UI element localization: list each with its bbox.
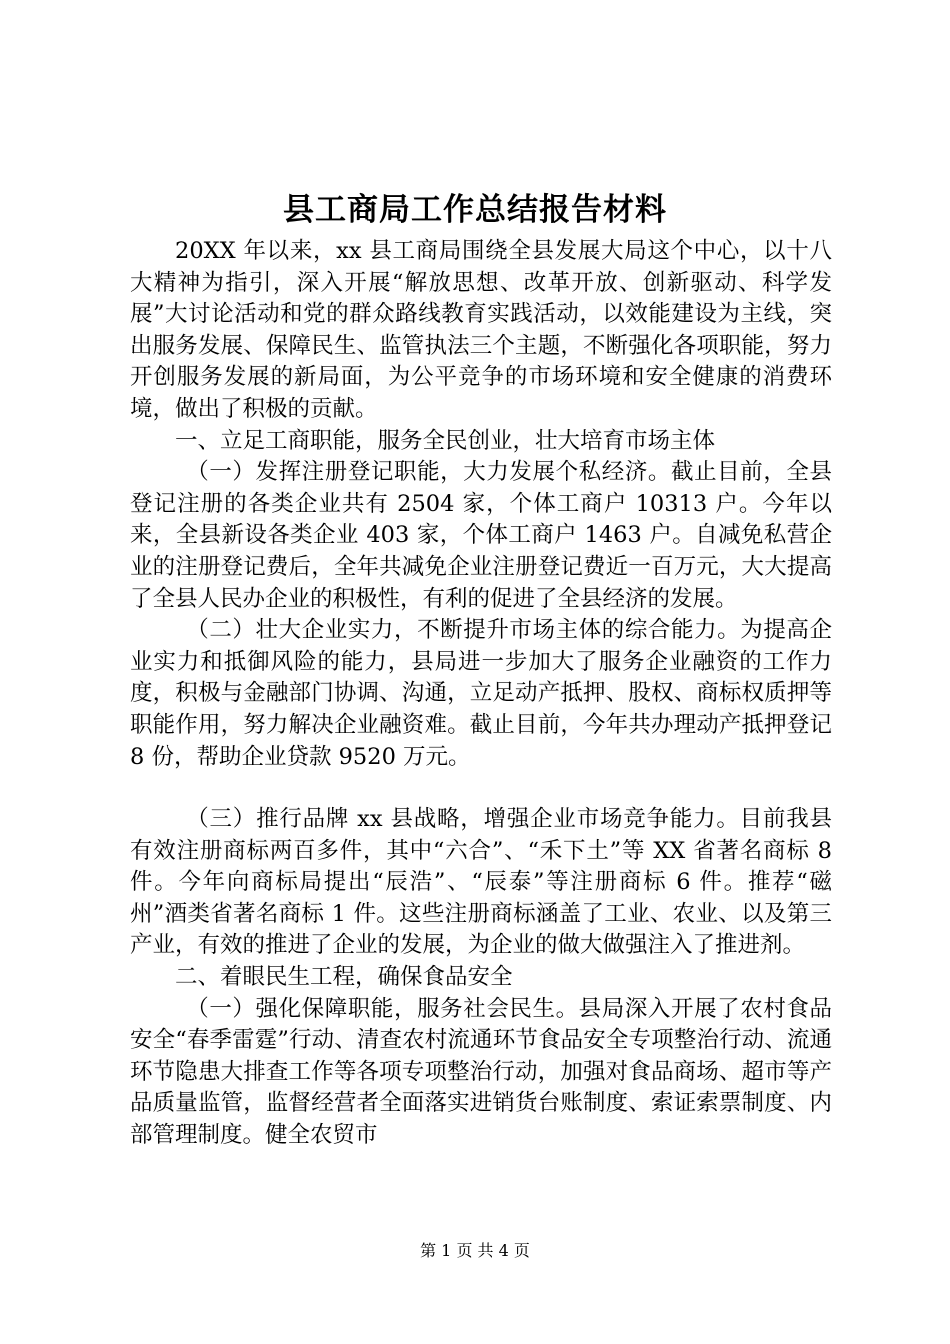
paragraph-1-2: （二）壮大企业实力，不断提升市场主体的综合能力。为提高企业实力和抵御风险的能力，县局进一步加大了服务企业融资的工作力度，积极与金融部门协调、沟通，立足动产抵押、股权、商标权质押等职能作用，努力解决企业融资难。截止目前，今年共办理动产抵押登记 8 份，帮助企业贷款 9520 万元。 — [130, 617, 832, 770]
page-footer: 第 1 页 共 4 页 — [420, 1241, 530, 1260]
paragraph-1-3: （三）推行品牌 xx 县战略，增强企业市场竞争能力。目前我县有效注册商标两百多件，其中“六合”、“禾下土”等 XX 省著名商标 8 件。今年向商标局提出“辰浩”、“辰泰”等注册商标 6 件。推荐“磁州”酒类省著名商标 1 件。这些注册商标涵盖了工业、农业、以及第三产业，有效的推进了企业的发展，为企业的做大做强注入了推进剂。 — [130, 806, 832, 959]
paragraph-intro: 20XX 年以来，xx 县工商局围绕全县发展大局这个中心，以十八大精神为指引，深入开展“解放思想、改革开放、创新驱动、科学发展”大讨论活动和党的群众路线教育实践活动，以效能建设为主线，突出服务发展、保障民生、监管执法三个主题，不断强化各项职能，努力开创服务发展的新局面，为公平竞争的市场环境和安全健康的消费环境，做出了积极的贡献。 — [130, 238, 832, 422]
section-heading-2: 二、着眼民生工程，确保食品安全 — [175, 964, 513, 991]
paragraph-2-1: （一）强化保障职能，服务社会民生。县局深入开展了农村食品安全“春季雷霆”行动、清查农村流通环节食品安全专项整治行动、流通环节隐患大排查工作等各项专项整治行动，加强对食品商场、超市等产品质量监管，监督经营者全面落实进销货台账制度、索证索票制度、内部管理制度。健全农贸市 — [130, 995, 832, 1149]
paragraph-1-1: （一）发挥注册登记职能，大力发展个私经济。截止目前，全县登记注册的各类企业共有 2504 家，个体工商户 10313 户。今年以来，全县新设各类企业 403 家，个体工商户 1463 户。自减免私营企业的注册登记费后，全年共减免企业注册登记费近一百万元，大大提高了全县人民办企业的积极性，有利的促进了全县经济的发展。 — [130, 459, 832, 612]
blank-line — [130, 773, 832, 804]
document-title: 县工商局工作总结报告材料 — [283, 192, 667, 228]
section-heading-1: 一、立足工商职能，服务全民创业，壮大培育市场主体 — [175, 427, 716, 454]
document-body — [130, 236, 832, 1152]
